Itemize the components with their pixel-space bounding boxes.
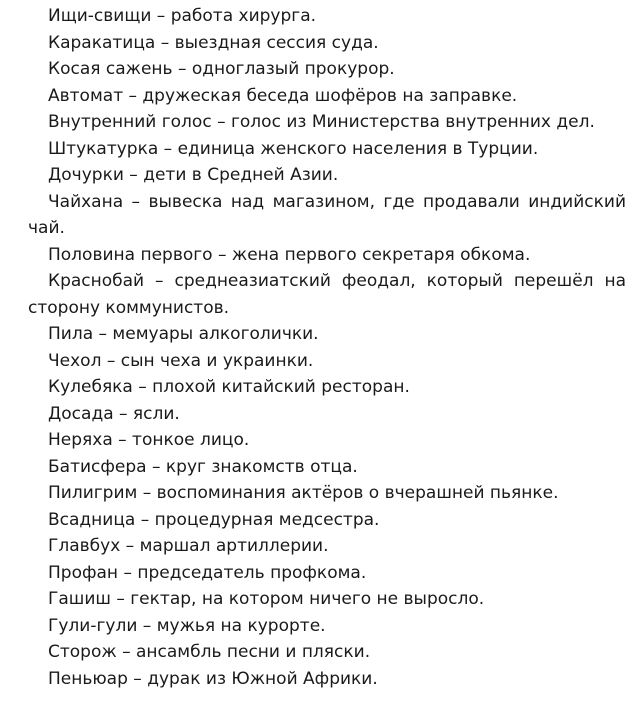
entry-guli-guli: Гули-гули – мужья на курорте. (48, 615, 326, 636)
entry-glavbukh: Главбух – маршал артиллерии. (48, 536, 329, 556)
document-page (28, 3, 626, 692)
entry-storozh: Сторож – ансамбль песни и пляски. (48, 642, 371, 662)
entry-profan: Профан – председатель профкома. (48, 562, 367, 583)
entry-chaykhana: Чайхана – вывеска над магазином, где продавали индийский чай. (28, 191, 626, 238)
entry-chekhol: Чехол – сын чеха и украинки. (48, 350, 314, 371)
entry-penyuar: Пеньюар – дурак из Южной Африки. (48, 668, 378, 689)
entry-polovina-pervogo: Половина первого – жена первого секретаря обкома. (48, 244, 531, 265)
entry-shtukaturka: Штукатурка – единица женского населения в Турции. (48, 138, 539, 159)
entry-kosaya-sazhen: Косая сажень – одноглазый прокурор. (48, 59, 395, 79)
entry-dochurki: Дочурки – дети в Средней Азии. (48, 165, 339, 185)
entry-avtomat: Автомат – дружеская беседа шофёров на заправке. (48, 85, 518, 106)
entry-dosada: Досада – ясли. (48, 403, 180, 424)
entry-karakatitsa: Каракатица – выездная сессия суда. (48, 32, 379, 53)
entry-gashish: Гашиш – гектар, на котором ничего не выросло. (48, 589, 485, 609)
entry-kulebyaka: Кулебяка – плохой китайский ресторан. (48, 377, 410, 397)
entry-batisfera: Батисфера – круг знакомств отца. (48, 456, 358, 477)
entry-vsadnitsa: Всадница – процедурная медсестра. (48, 509, 380, 530)
entry-vnutrenniy-golos: Внутренний голос – голос из Министерства внутренних дел. (48, 112, 595, 132)
entry-piligrim: Пилигрим – воспоминания актёров о вчерашней пьянке. (48, 483, 559, 503)
entry-ishchi-svishchi: Ищи-свищи – работа хирурга. (48, 6, 317, 26)
entry-neryakha: Неряха – тонкое лицо. (48, 430, 250, 450)
entry-pila: Пила – мемуары алкоголички. (48, 324, 319, 344)
entry-krasnobay: Краснобай – среднеазиатский феодал, который перешёл на сторону коммунистов. (28, 271, 626, 318)
